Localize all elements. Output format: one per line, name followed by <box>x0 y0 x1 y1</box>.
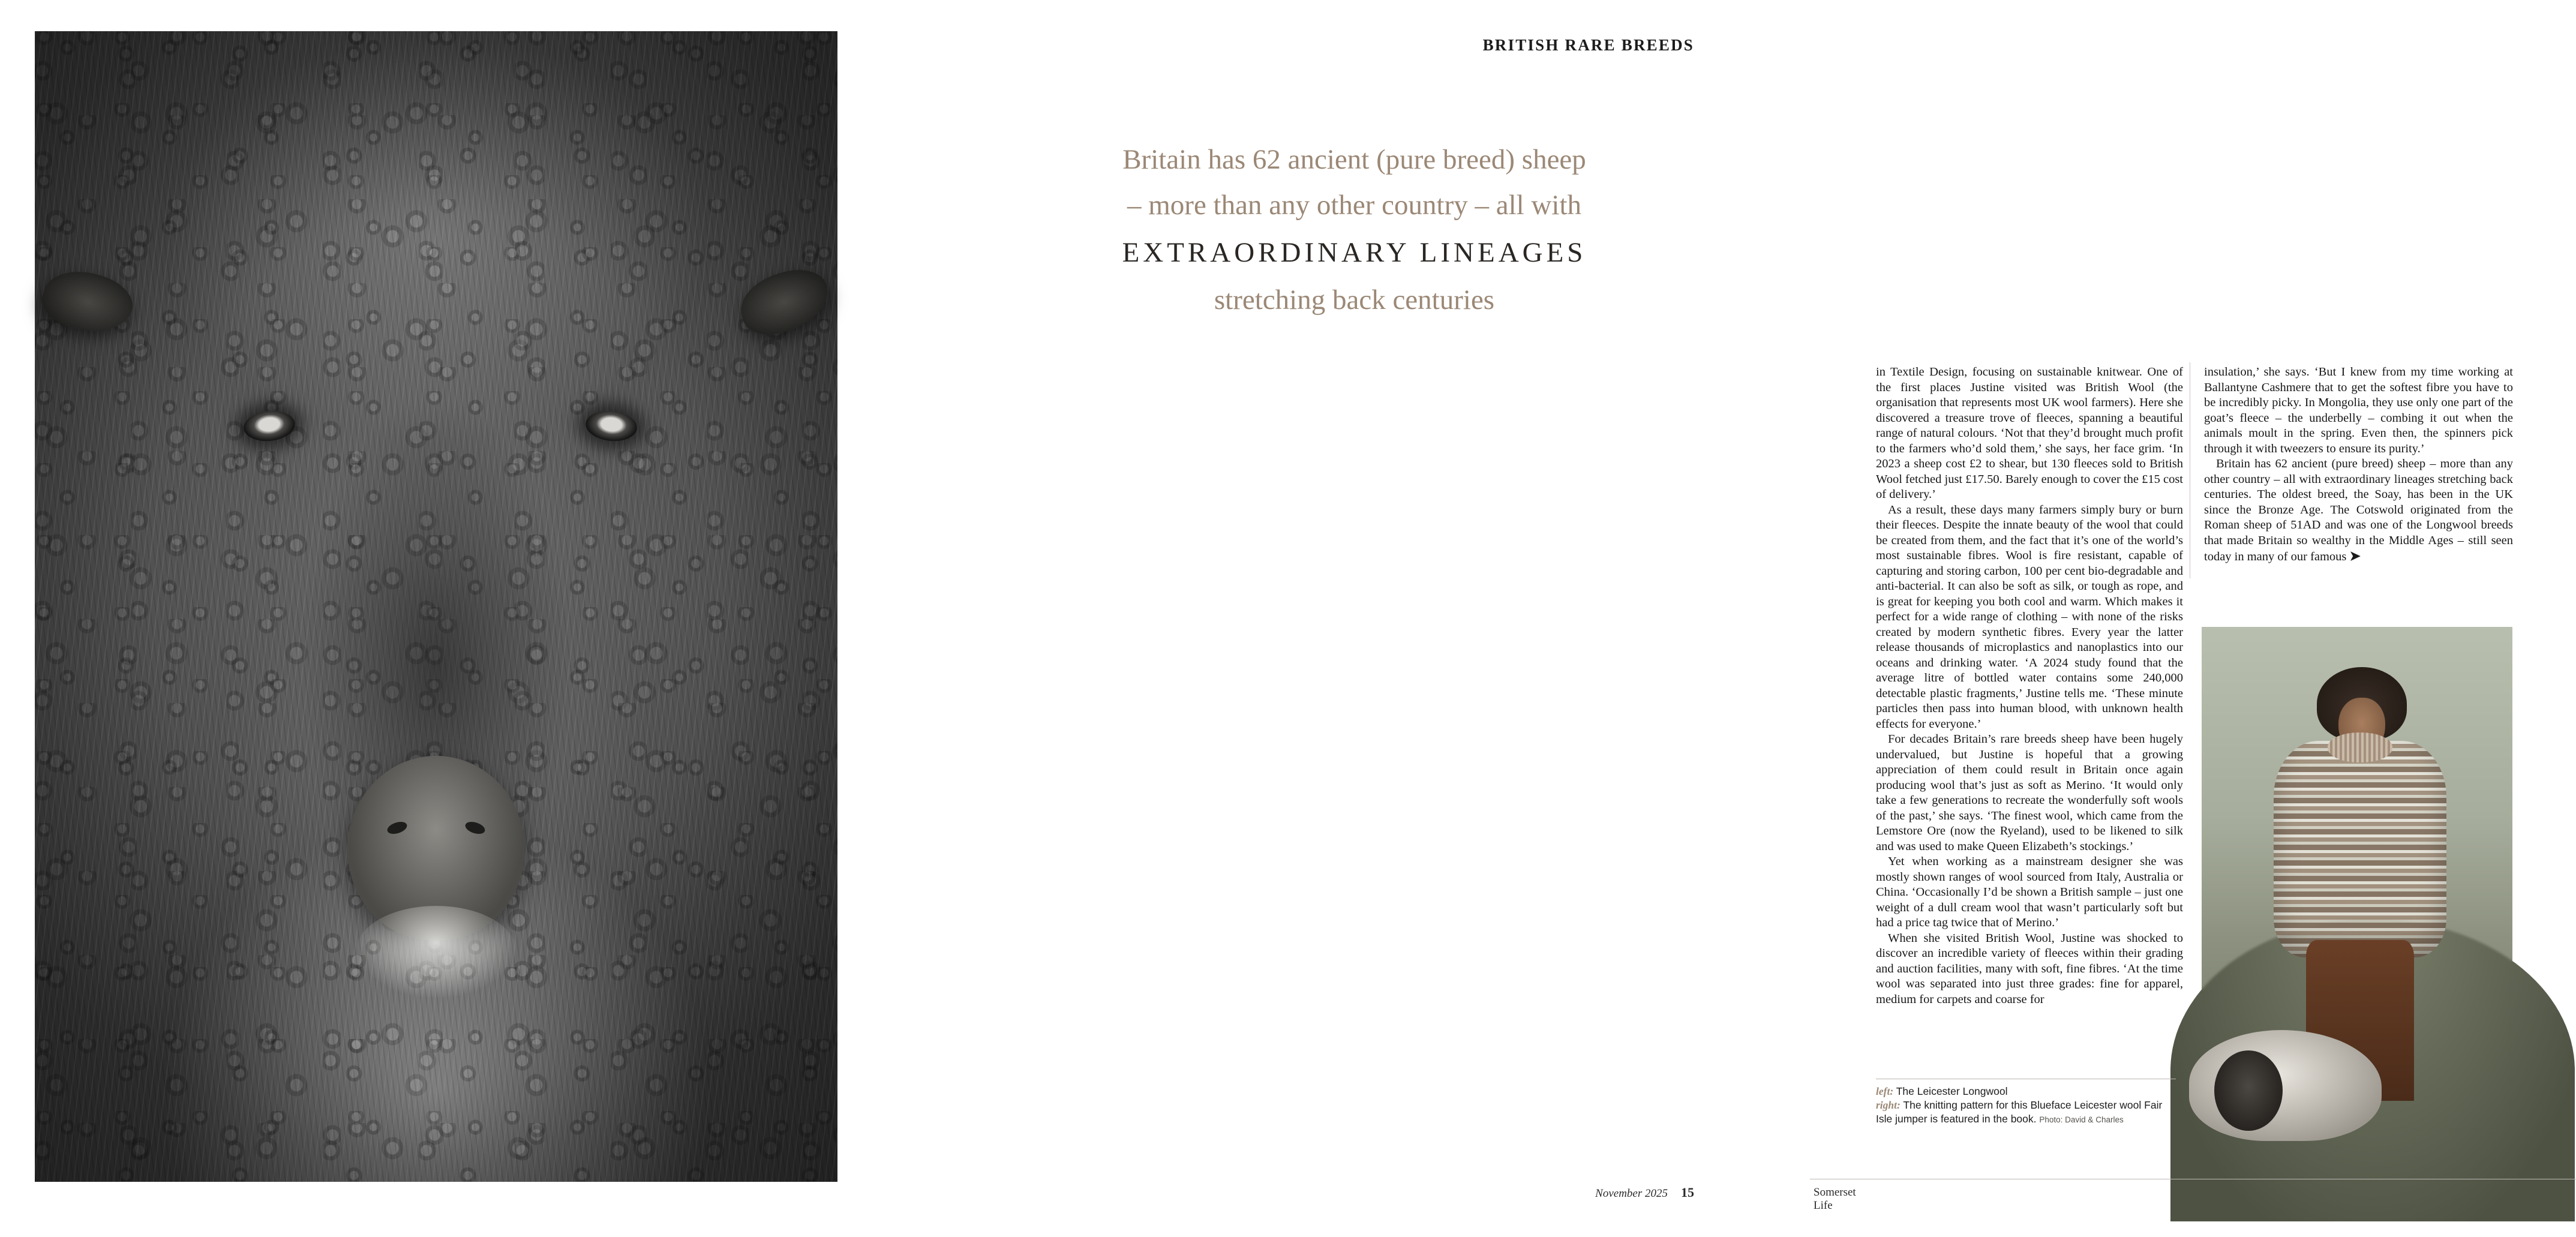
footer-right-group <box>1595 1185 1694 1200</box>
caption-left-line <box>1876 1085 2176 1098</box>
photo-caption <box>1876 1079 2176 1127</box>
body-column-1 <box>1876 365 2183 1007</box>
standfirst-pullquote <box>1008 137 1701 323</box>
continuation-arrow-icon: ➤ <box>2349 548 2361 563</box>
standfirst-line-2: – more than any other country – all with <box>1127 190 1582 221</box>
body-paragraph: When she visited British Wool, Justine was shocked to discover an incredible variety of fleeces within their grading and auction facilities, many with soft, fine fibres. ‘At the time wool was separated into just three grades: fine for apparel, medium for carpets and coarse for <box>1876 931 2183 1006</box>
footer-issue-date: November 2025 <box>1595 1187 1668 1200</box>
caption-left-label: left: <box>1876 1085 1894 1097</box>
caption-photo-credit: Photo: David & Charles <box>2039 1115 2124 1124</box>
standfirst-line-1: Britain has 62 ancient (pure breed) sheep <box>1122 144 1586 175</box>
photo2-sheep-face <box>2214 1050 2283 1131</box>
fair-isle-jumper <box>2274 741 2446 957</box>
right-page <box>870 0 2513 1237</box>
caption-left-text: The Leicester Longwool <box>1896 1085 2008 1097</box>
body-paragraph <box>2204 457 2513 565</box>
standfirst-line-3: EXTRAORDINARY LINEAGES <box>1122 237 1587 268</box>
fair-isle-jumper-photo <box>2202 627 2512 1131</box>
standfirst-line-4: stretching back centuries <box>1214 284 1495 316</box>
body-paragraph: As a result, these days many farmers simply bury or burn their fleeces. Despite the innate beauty of the wool that could be created from them, and the fact that it’s one of the world’s most sustainable fibres. Wool is fire resistant, capable of capturing and storing carbon, 100 per cent bio-degradable and anti-bacterial. It can also be soft as silk, or tough as rope, and is great for keeping you both cool and warm. Which makes it perfect for a wide range of clothing – with none of the risks created by modern synthetic fibres. Every year the latter release thousands of microplastics and nanoplastics into our oceans and drinking water. ‘A 2024 study found that the average litre of bottled water contains some 240,000 detectable plastic fragments,’ Justine tells me. ‘These minute particles then pass into human blood, with unknown health effects for everyone.’ <box>1876 503 2183 731</box>
jumper-collar <box>2328 732 2392 763</box>
footer-page-number: 15 <box>1681 1185 1694 1200</box>
caption-right-line <box>1876 1098 2176 1127</box>
caption-right-label: right: <box>1876 1099 1901 1111</box>
body-paragraph: in Textile Design, focusing on sustainable knitwear. One of the first places Justine visited was British Wool (the organisation that represents most UK wool farmers). Here she discovered a treasure trove of fleeces, spanning a beautiful range of natural colours. ‘Not that they’d brought much profit to the farmers who’d sold them,’ she says, her face grim. ‘In 2023 a sheep cost £2 to shear, but 130 fleeces sold to British Wool fetched just £17.50. Barely enough to cover the £15 cost of delivery.’ <box>1876 365 2183 501</box>
left-page <box>0 0 870 1237</box>
body-paragraph: For decades Britain’s rare breeds sheep have been hugely undervalued, but Justine is hopeful that a growing appreciation of them could result in Britain once again producing wool that’s just as soft as Merino. ‘It would only take a few generations to recreate the wonderfully soft wools of the past,’ she says. ‘The finest wool, which came from the Lemstore Ore (now the Ryeland), used to be likened to silk and was used to make Queen Elizabeth’s stockings.’ <box>1876 732 2183 853</box>
body-paragraph: insulation,’ she says. ‘But I knew from my time working at Ballantyne Cashmere that to get the softest fibre you have to be incredibly picky. In Mongolia, they use only one part of the goat’s fleece – the underbelly – combing it out when the animals moult in the spring. Even then, the spinners pick through it with tweezers to ensure its purity.’ <box>2204 365 2513 455</box>
caption-right-text: The knitting pattern for this Blueface Leicester wool Fair Isle jumper is featured in the book. <box>1876 1099 2163 1125</box>
leicester-longwool-sheep-photo <box>35 31 837 1182</box>
photo-vignette <box>35 31 837 1182</box>
body-paragraph-text: Britain has 62 ancient (pure breed) sheep – more than any other country – all with extraordinary lineages stretching back centuries. The oldest breed, the Soay, has been in the UK since the Bronze Age. The Cotswold originated from the Roman sheep of 51AD and was one of the Longwool breeds that made Britain so wealthy in the Middle Ages – still seen today in many of our famous <box>2204 457 2513 563</box>
body-column-2 <box>2204 365 2513 565</box>
body-paragraph: Yet when working as a mainstream designer she was mostly shown ranges of wool sourced from Italy, Australia or China. ‘Occasionally I’d be shown a British sample – just one weight of a dull cream wool that wasn’t particularly soft but had a price tag twice that of Merino.’ <box>1876 855 2183 929</box>
footer-publication: Somerset Life <box>1814 1186 1856 1212</box>
running-head: BRITISH RARE BREEDS <box>1482 36 1694 54</box>
